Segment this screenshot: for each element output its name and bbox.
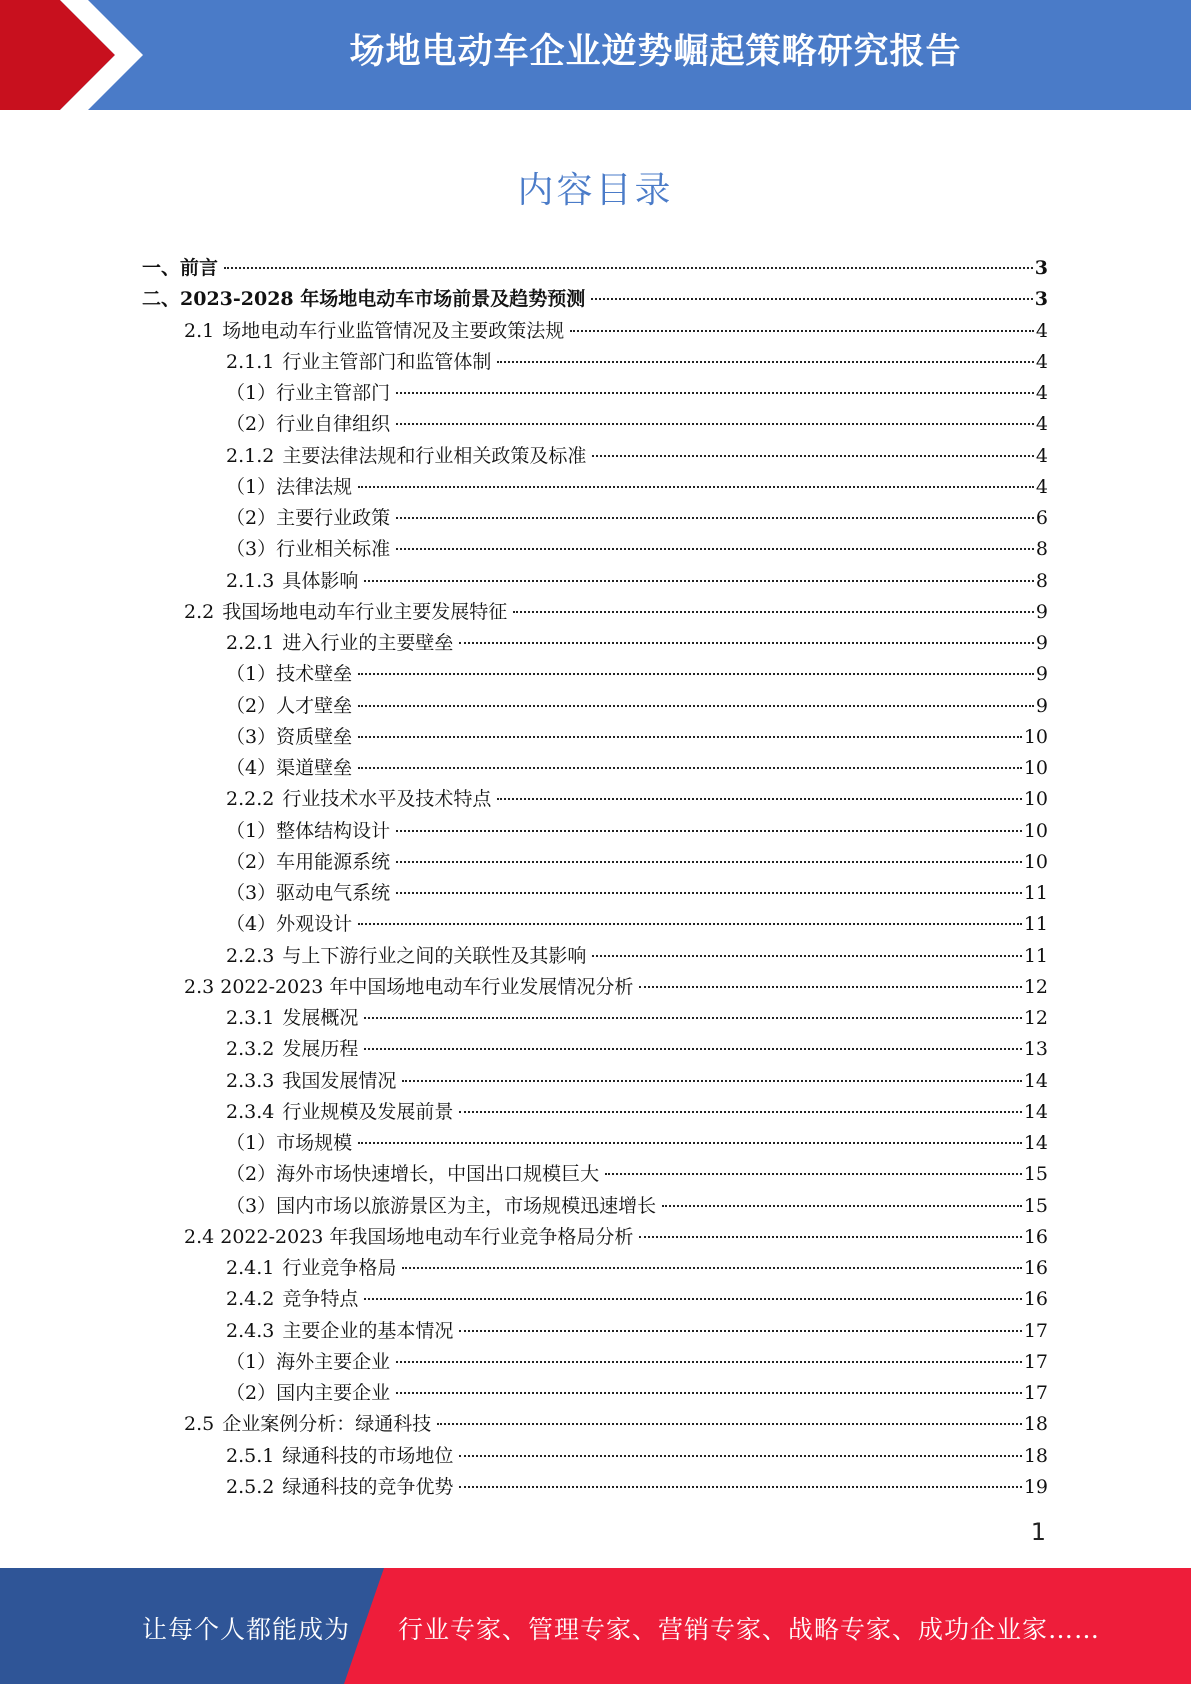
toc-entry-title: 绿通科技的市场地位 xyxy=(282,1444,454,1467)
toc-dot-leader xyxy=(396,1392,1022,1394)
toc-entry-title: （2）海外市场快速增长，中国出口规模巨大 xyxy=(226,1163,600,1186)
toc-entry[interactable] xyxy=(142,1222,1048,1253)
toc-entry[interactable] xyxy=(142,722,1048,753)
toc-entry-number: 2.1.3 xyxy=(226,569,275,592)
toc-entry-title: 行业竞争格局 xyxy=(282,1257,397,1279)
toc-entry[interactable] xyxy=(142,253,1048,284)
toc-entry[interactable] xyxy=(142,847,1048,878)
toc-entry-title: （2）行业自律组织 xyxy=(226,413,391,436)
table-of-contents xyxy=(142,253,1048,1503)
toc-entry-page: 4 xyxy=(1035,382,1048,404)
toc-entry-title: （1）整体结构设计 xyxy=(226,819,391,842)
toc-entry-title: （4）外观设计 xyxy=(226,913,353,936)
toc-entry-title: 行业规模及发展前景 xyxy=(282,1100,454,1123)
toc-entry-title: 竞争特点 xyxy=(282,1288,359,1311)
toc-entry[interactable] xyxy=(142,534,1048,565)
toc-entry-number: 2.4.3 xyxy=(226,1319,275,1342)
toc-entry[interactable] xyxy=(142,472,1048,503)
toc-entry-number: 2.3.1 xyxy=(226,1007,275,1029)
toc-dot-leader xyxy=(358,923,1022,925)
toc-entry-title: 主要企业的基本情况 xyxy=(282,1319,454,1342)
toc-entry-number: 2.2.1 xyxy=(226,632,275,654)
toc-entry[interactable] xyxy=(142,316,1048,347)
toc-entry[interactable] xyxy=(142,1284,1048,1315)
toc-entry-page: 9 xyxy=(1035,663,1048,686)
toc-entry[interactable] xyxy=(142,816,1048,847)
toc-entry[interactable] xyxy=(142,691,1048,722)
toc-dot-leader xyxy=(402,1080,1021,1082)
toc-entry-page: 12 xyxy=(1023,1007,1048,1029)
toc-entry-title: 企业案例分析：绿通科技 xyxy=(222,1413,432,1436)
toc-entry-page: 16 xyxy=(1023,1225,1048,1248)
toc-entry[interactable] xyxy=(142,1003,1048,1034)
toc-entry-number: 2.2.3 xyxy=(226,944,275,967)
toc-dot-leader xyxy=(605,1173,1022,1175)
toc-entry-number: 2.5.1 xyxy=(226,1444,275,1467)
toc-entry-page: 15 xyxy=(1023,1194,1048,1217)
toc-entry-page: 11 xyxy=(1023,882,1048,904)
toc-entry-page: 11 xyxy=(1023,944,1048,967)
toc-dot-leader xyxy=(639,986,1021,988)
toc-entry[interactable] xyxy=(142,409,1048,440)
footer-banner xyxy=(0,1568,1191,1684)
toc-dot-leader xyxy=(358,736,1022,738)
toc-dot-leader xyxy=(591,298,1033,300)
toc-dot-leader xyxy=(358,767,1022,769)
toc-entry-title: 绿通科技的竞争优势 xyxy=(282,1475,454,1498)
toc-dot-leader xyxy=(358,673,1034,675)
toc-entry-page: 10 xyxy=(1023,850,1048,873)
toc-entry-title: 我国发展情况 xyxy=(282,1069,397,1092)
toc-entry-title: （2）人才壁垒 xyxy=(226,694,353,717)
toc-entry-number: 2.2 xyxy=(184,600,215,623)
toc-entry[interactable] xyxy=(142,1066,1048,1097)
toc-entry-title: （3）行业相关标准 xyxy=(226,538,391,561)
toc-entry-title: （1）市场规模 xyxy=(226,1132,353,1154)
toc-dot-leader xyxy=(402,1267,1021,1269)
toc-entry-number: 2.4.1 xyxy=(226,1257,275,1279)
toc-entry[interactable] xyxy=(142,284,1048,315)
toc-entry-title: 具体影响 xyxy=(282,569,359,592)
toc-entry-title: 一、前言 xyxy=(142,257,219,279)
toc-entry-title: （2）车用能源系统 xyxy=(226,850,391,873)
toc-entry-number: 2.1.2 xyxy=(226,444,275,467)
toc-entry-page: 18 xyxy=(1023,1444,1048,1467)
toc-dot-leader xyxy=(396,517,1034,519)
toc-entry-number: 2.2.2 xyxy=(226,788,275,811)
toc-entry[interactable] xyxy=(142,566,1048,597)
page-number: 1 xyxy=(1030,1518,1046,1546)
toc-entry[interactable] xyxy=(142,972,1048,1003)
toc-entry-page: 9 xyxy=(1035,632,1048,654)
toc-entry-page: 3 xyxy=(1034,288,1048,311)
toc-entry-number: 2.3.2 xyxy=(226,1038,275,1061)
toc-dot-leader xyxy=(570,330,1034,332)
toc-entry[interactable] xyxy=(142,878,1048,909)
header-banner xyxy=(0,0,1191,110)
toc-entry[interactable] xyxy=(142,1253,1048,1284)
toc-entry-title: （3）国内市场以旅游景区为主，市场规模迅速增长 xyxy=(226,1194,657,1217)
toc-entry-number: 2.5.2 xyxy=(226,1475,275,1498)
toc-entry-title: （3）驱动电气系统 xyxy=(226,882,391,904)
toc-dot-leader xyxy=(662,1205,1022,1207)
toc-dot-leader xyxy=(459,1111,1021,1113)
toc-entry-title: 二、2023-2028 年场地电动车市场前景及趋势预测 xyxy=(142,288,586,311)
toc-entry[interactable] xyxy=(142,784,1048,815)
toc-entry-title: 行业主管部门和监管体制 xyxy=(282,350,492,373)
toc-entry-page: 10 xyxy=(1023,819,1048,842)
toc-entry-page: 9 xyxy=(1035,694,1048,717)
toc-dot-leader xyxy=(224,267,1033,269)
toc-entry-page: 14 xyxy=(1023,1069,1048,1092)
toc-entry-page: 10 xyxy=(1023,788,1048,811)
toc-entry[interactable] xyxy=(142,753,1048,784)
toc-entry-title: （1）海外主要企业 xyxy=(226,1350,391,1373)
toc-entry-page: 17 xyxy=(1023,1382,1048,1404)
toc-dot-leader xyxy=(459,1486,1021,1488)
toc-entry-title: （1）行业主管部门 xyxy=(226,382,391,404)
toc-title: 内容目录 xyxy=(517,170,674,211)
toc-entry[interactable] xyxy=(142,378,1048,409)
toc-dot-leader xyxy=(497,361,1034,363)
toc-entry-number: 2.1 xyxy=(184,319,215,342)
toc-dot-leader xyxy=(396,892,1022,894)
toc-entry[interactable] xyxy=(142,597,1048,628)
toc-dot-leader xyxy=(459,1455,1021,1457)
toc-entry-title: （2）主要行业政策 xyxy=(226,507,391,529)
toc-entry[interactable] xyxy=(142,1472,1048,1503)
toc-entry-page: 18 xyxy=(1023,1413,1048,1436)
chevron-arrow-icon xyxy=(0,0,160,110)
toc-entry-title: 发展概况 xyxy=(282,1007,359,1029)
toc-entry[interactable] xyxy=(142,941,1048,972)
toc-dot-leader xyxy=(497,798,1021,800)
toc-entry-page: 17 xyxy=(1023,1350,1048,1373)
toc-entry-page: 11 xyxy=(1023,913,1048,936)
footer-slogan-left: 让每个人都能成为 xyxy=(142,1615,351,1644)
toc-entry-page: 4 xyxy=(1035,444,1048,467)
toc-entry-title: （1）法律法规 xyxy=(226,475,353,498)
toc-entry-title: （4）渠道壁垒 xyxy=(226,757,353,779)
toc-dot-leader xyxy=(592,955,1021,957)
toc-entry-title: 进入行业的主要壁垒 xyxy=(282,632,454,654)
toc-dot-leader xyxy=(396,830,1022,832)
toc-entry-title: 发展历程 xyxy=(282,1038,359,1061)
toc-dot-leader xyxy=(396,1361,1022,1363)
toc-entry[interactable] xyxy=(142,909,1048,940)
toc-entry-page: 14 xyxy=(1023,1100,1048,1123)
toc-entry-page: 16 xyxy=(1023,1288,1048,1311)
toc-entry-title: （2）国内主要企业 xyxy=(226,1382,391,1404)
toc-entry[interactable] xyxy=(142,659,1048,690)
toc-dot-leader xyxy=(396,548,1034,550)
toc-dot-leader xyxy=(358,705,1034,707)
toc-entry[interactable] xyxy=(142,1347,1048,1378)
toc-entry[interactable] xyxy=(142,347,1048,378)
toc-dot-leader xyxy=(364,1298,1021,1300)
toc-entry[interactable] xyxy=(142,1128,1048,1159)
toc-entry[interactable] xyxy=(142,1409,1048,1440)
toc-entry-number: 2.4.2 xyxy=(226,1288,275,1311)
toc-entry-title: （3）资质壁垒 xyxy=(226,725,353,748)
toc-entry-page: 8 xyxy=(1035,569,1048,592)
toc-entry[interactable] xyxy=(142,1316,1048,1347)
toc-entry-page: 9 xyxy=(1035,600,1048,623)
toc-dot-leader xyxy=(513,611,1034,613)
toc-entry[interactable] xyxy=(142,1378,1048,1409)
toc-entry-page: 16 xyxy=(1023,1257,1048,1279)
toc-entry-number: 2.5 xyxy=(184,1413,215,1436)
toc-entry-title: 与上下游行业之间的关联性及其影响 xyxy=(282,944,587,967)
toc-entry-number: 2.3.4 xyxy=(226,1100,275,1123)
toc-entry[interactable] xyxy=(142,628,1048,659)
toc-entry-number: 2.3.3 xyxy=(226,1069,275,1092)
toc-entry-page: 19 xyxy=(1023,1475,1048,1498)
toc-dot-leader xyxy=(459,1330,1021,1332)
toc-entry[interactable] xyxy=(142,441,1048,472)
toc-dot-leader xyxy=(364,1048,1021,1050)
toc-entry-title: （1）技术壁垒 xyxy=(226,663,353,686)
toc-entry-page: 14 xyxy=(1023,1132,1048,1154)
toc-dot-leader xyxy=(358,1142,1022,1144)
toc-entry-page: 8 xyxy=(1035,538,1048,561)
toc-entry-page: 17 xyxy=(1023,1319,1048,1342)
toc-entry-page: 6 xyxy=(1035,507,1048,529)
toc-entry-page: 4 xyxy=(1035,319,1048,342)
toc-entry-page: 12 xyxy=(1023,975,1048,998)
toc-entry-title: 场地电动车行业监管情况及主要政策法规 xyxy=(222,319,565,342)
toc-dot-leader xyxy=(396,392,1034,394)
toc-entry-page: 4 xyxy=(1035,350,1048,373)
toc-dot-leader xyxy=(358,486,1034,488)
toc-entry-title: 主要法律法规和行业相关政策及标准 xyxy=(282,444,587,467)
toc-entry-title: 行业技术水平及技术特点 xyxy=(282,788,492,811)
toc-entry-title: 2.4 2022-2023 年我国场地电动车行业竞争格局分析 xyxy=(184,1225,634,1248)
toc-dot-leader xyxy=(459,642,1034,644)
report-title: 场地电动车企业逆势崛起策略研究报告 xyxy=(349,32,962,72)
toc-dot-leader xyxy=(592,455,1034,457)
toc-entry[interactable] xyxy=(142,1159,1048,1190)
toc-entry-number: 2.1.1 xyxy=(226,350,275,373)
toc-dot-leader xyxy=(396,861,1022,863)
toc-dot-leader xyxy=(364,1017,1021,1019)
toc-dot-leader xyxy=(396,423,1034,425)
toc-entry-page: 4 xyxy=(1035,475,1048,498)
toc-entry-page: 15 xyxy=(1023,1163,1048,1186)
toc-entry-page: 4 xyxy=(1035,413,1048,436)
footer-slogan-right: 行业专家、管理专家、营销专家、战略专家、成功企业家…… xyxy=(398,1615,1101,1644)
toc-entry[interactable] xyxy=(142,1191,1048,1222)
toc-entry-page: 10 xyxy=(1023,725,1048,748)
toc-entry-page: 13 xyxy=(1023,1038,1048,1061)
toc-entry[interactable] xyxy=(142,1441,1048,1472)
toc-entry[interactable] xyxy=(142,1034,1048,1065)
toc-dot-leader xyxy=(639,1236,1021,1238)
toc-entry-page: 10 xyxy=(1023,757,1048,779)
toc-entry-title: 我国场地电动车行业主要发展特征 xyxy=(222,600,508,623)
toc-dot-leader xyxy=(437,1423,1022,1425)
toc-entry[interactable] xyxy=(142,1097,1048,1128)
toc-dot-leader xyxy=(364,580,1034,582)
toc-entry-page: 3 xyxy=(1034,257,1048,279)
toc-entry[interactable] xyxy=(142,503,1048,534)
toc-entry-title: 2.3 2022-2023 年中国场地电动车行业发展情况分析 xyxy=(184,975,634,998)
